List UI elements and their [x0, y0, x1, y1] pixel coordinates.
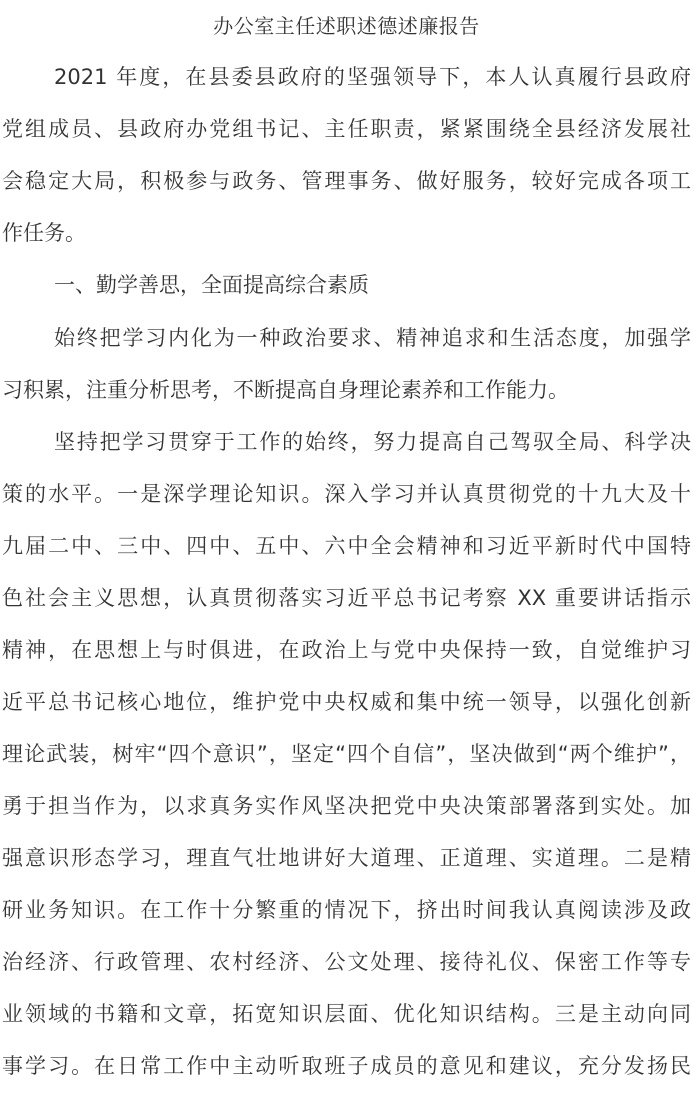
paragraph-line: 党组成员、县政府办党组书记、主任职责，紧紧围绕全县经济发展社 — [2, 117, 691, 141]
paragraph-line: 近平总书记核心地位，维护党中央权威和集中统一领导，以强化创新 — [2, 690, 691, 714]
paragraph-line: 2021 年度，在县委县政府的坚强领导下，本人认真履行县政府 — [54, 65, 691, 89]
paragraph-line: 一、勤学善思，全面提高综合素质 — [54, 273, 369, 297]
paragraph-line: 坚持把学习贯穿于工作的始终，努力提高自己驾驭全局、科学决 — [54, 430, 691, 454]
paragraph-line: 策的水平。一是深学理论知识。深入学习并认真贯彻党的十九大及十 — [2, 482, 691, 506]
paragraph-line: 会稳定大局，积极参与政务、管理事务、做好服务，较好完成各项工 — [2, 169, 691, 193]
document-title: 办公室主任述职述德述廉报告 — [213, 14, 480, 38]
paragraph-line: 精神，在思想上与时俱进，在政治上与党中央保持一致，自觉维护习 — [2, 638, 691, 662]
paragraph-line: 研业务知识。在工作十分繁重的情况下，挤出时间我认真阅读涉及政 — [2, 898, 691, 922]
paragraph-line: 色社会主义思想，认真贯彻落实习近平总书记考察 XX 重要讲话指示 — [2, 586, 691, 610]
paragraph-line: 治经济、行政管理、农村经济、公文处理、接待礼仪、保密工作等专 — [2, 950, 691, 974]
paragraph-line: 作任务。 — [2, 221, 86, 245]
paragraph-line: 勇于担当作为，以求真务实作风坚决把党中央决策部署落到实处。加 — [2, 794, 691, 818]
paragraph-line: 理论武装，树牢“四个意识”，坚定“四个自信”，坚决做到“两个维护”， — [2, 742, 691, 766]
paragraph-line: 事学习。在日常工作中主动听取班子成员的意见和建议，充分发扬民 — [2, 1054, 691, 1078]
paragraph-line: 习积累，注重分析思考，不断提高自身理论素养和工作能力。 — [2, 378, 569, 402]
paragraph-line: 始终把学习内化为一种政治要求、精神追求和生活态度，加强学 — [54, 326, 691, 350]
paragraph-line: 九届二中、三中、四中、五中、六中全会精神和习近平新时代中国特 — [2, 534, 691, 558]
paragraph-line: 强意识形态学习，理直气壮地讲好大道理、正道理、实道理。二是精 — [2, 846, 691, 870]
paragraph-line: 业领域的书籍和文章，拓宽知识层面、优化知识结构。三是主动向同 — [2, 1002, 691, 1026]
